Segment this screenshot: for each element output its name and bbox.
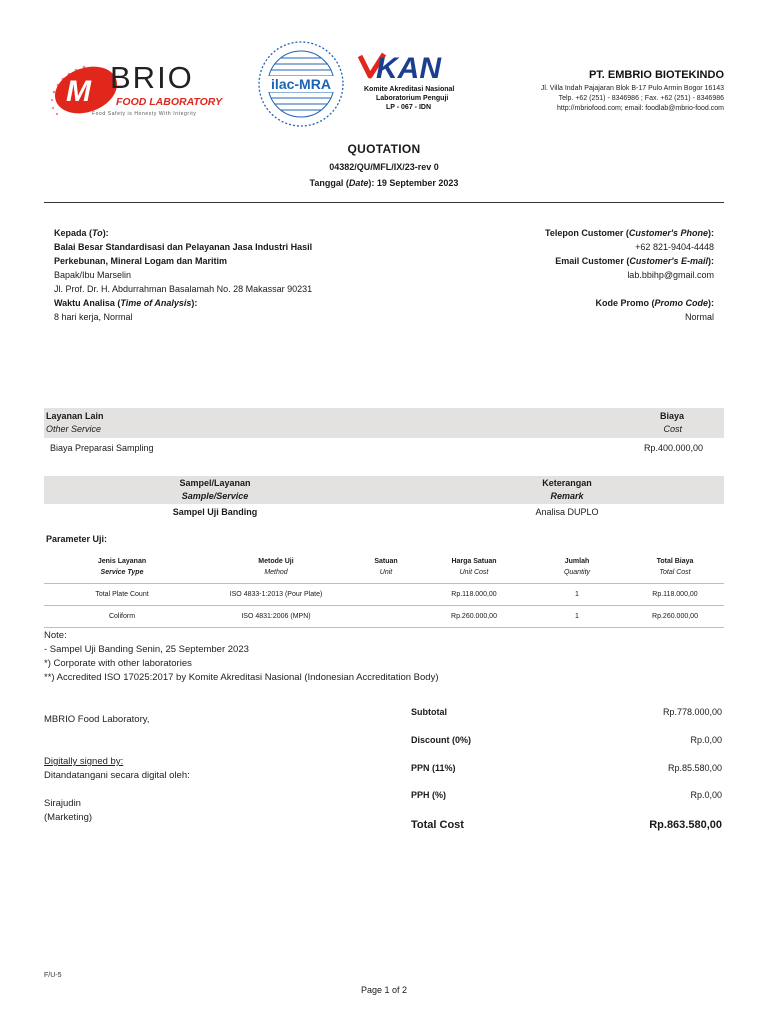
sample-header-sub: Sample/Service	[181, 491, 249, 501]
col-header: Satuan	[374, 558, 398, 565]
analysis-time-value: 8 hari kerja, Normal	[54, 312, 133, 322]
qty-cell: 1	[528, 606, 626, 628]
remark-header: Keterangan	[542, 478, 592, 488]
company-phone: Telp. +62 (251) - 8346986 ; Fax. +62 (251) - 8346986	[558, 95, 724, 102]
brio-wordmark: BRIO	[110, 60, 194, 95]
signed-by-label-id: Ditandatangani secara digital oleh:	[44, 770, 190, 781]
col-header: Total Biaya	[656, 558, 694, 565]
col-subheader: Unit	[352, 567, 420, 584]
quotation-title-block	[0, 142, 768, 188]
signed-by-label: Digitally signed by:	[44, 756, 124, 767]
customer-info-left	[54, 226, 394, 324]
company-address: Jl. Villa Indah Pajajaran Blok B-17 Pulo Armin Bogor 16143	[540, 85, 724, 92]
other-service-header-sub: Other Service	[46, 424, 102, 434]
company-web[interactable]: http://mbriofood.com; email: foodlab@mbrio-food.com	[556, 105, 724, 112]
to-label: Kepada (To):	[54, 228, 109, 238]
unit-cell	[352, 606, 420, 628]
discount-label: Discount (0%)	[411, 735, 472, 745]
method-cell: ISO 4831:2006 (MPN)	[200, 606, 352, 628]
subtotal-value: Rp.778.000,00	[662, 707, 722, 717]
ppn-value: Rp.85.580,00	[667, 763, 722, 773]
promo-label: Kode Promo (Promo Code):	[595, 298, 714, 308]
customer-org-line2: Perkebunan, Mineral Logam dan Maritim	[54, 256, 228, 266]
ilac-mra-logo	[257, 40, 345, 128]
svg-text:M: M	[66, 75, 91, 108]
unit-cost-cell: Rp.118.000,00	[420, 584, 528, 606]
table-row	[44, 584, 724, 606]
company-info	[464, 69, 724, 114]
total-cell: Rp.118.000,00	[626, 584, 724, 606]
signature-company: MBRIO Food Laboratory,	[44, 714, 150, 725]
page-title: QUOTATION	[347, 142, 421, 156]
service-cell: Coliform	[44, 606, 200, 628]
svg-text:Food Safety is Honesty With In: Food Safety is Honesty With Integrity	[92, 111, 197, 117]
svg-text:FOOD LABORATORY: FOOD LABORATORY	[116, 96, 223, 108]
table-row	[44, 606, 724, 628]
method-cell: ISO 4833-1:2013 (Pour Plate)	[200, 584, 352, 606]
subtotal-label: Subtotal	[411, 707, 447, 717]
header-divider	[44, 202, 724, 203]
col-header: Metode Uji	[258, 558, 294, 565]
other-service-header: Layanan Lain	[46, 411, 104, 421]
ppn-label: PPN (11%)	[411, 763, 456, 773]
sample-header: Sampel/Layanan	[179, 478, 251, 488]
total-cell: Rp.260.000,00	[626, 606, 724, 628]
customer-address: Jl. Prof. Dr. H. Abdurrahman Basalamah No. 28 Makassar 90231	[54, 284, 313, 294]
parameters-table	[44, 556, 724, 628]
pph-label: PPH (%)	[411, 790, 447, 800]
email-value[interactable]: lab.bbihp@gmail.com	[627, 270, 714, 280]
promo-value: Normal	[684, 312, 714, 322]
other-service-item: Biaya Preparasi Sampling	[50, 443, 154, 453]
sample-remark: Analisa DUPLO	[535, 507, 599, 517]
total-cost-label: Total Cost	[411, 819, 464, 831]
company-name: PT. EMBRIO BIOTEKINDO	[588, 69, 724, 81]
notes-title: Note:	[44, 630, 67, 641]
customer-org-line1: Balai Besar Standardisasi dan Pelayanan Jasa Industri Hasil	[54, 242, 313, 252]
col-header: Jumlah	[564, 558, 590, 565]
note-line: **) Accredited ISO 17025:2017 by Komite Akreditasi Nasional (Indonesian Accreditation Body)	[44, 672, 439, 683]
signer-role: (Marketing)	[44, 812, 93, 823]
note-line: *) Corporate with other laboratories	[44, 658, 192, 669]
cost-header: Biaya	[659, 411, 684, 421]
svg-text:KAN: KAN	[376, 52, 441, 85]
total-cost-value: Rp.863.580,00	[649, 819, 722, 831]
mbrio-logo	[44, 52, 249, 122]
svg-text:LP - 067 - IDN: LP - 067 - IDN	[386, 104, 431, 111]
customer-info-right	[414, 226, 714, 324]
quotation-date: Tanggal (Date): 19 September 2023	[309, 178, 459, 188]
note-line: - Sampel Uji Banding Senin, 25 September 2023	[44, 644, 249, 655]
svg-text:ilac-MRA: ilac-MRA	[271, 76, 331, 92]
col-header: Harga Satuan	[451, 558, 497, 565]
parameters-label: Parameter Uji:	[46, 534, 108, 544]
phone-label: Telepon Customer (Customer's Phone):	[545, 228, 714, 238]
col-subheader: Total Cost	[626, 567, 724, 584]
col-subheader: Quantity	[528, 567, 626, 584]
quotation-number: 04382/QU/MFL/IX/23-rev 0	[329, 162, 439, 172]
qty-cell: 1	[528, 584, 626, 606]
kan-logo	[356, 50, 472, 120]
email-label: Email Customer (Customer's E-mail):	[555, 256, 714, 266]
sample-name: Sampel Uji Banding	[172, 507, 258, 517]
notes-section	[44, 629, 438, 685]
page-number: Page 1 of 2	[360, 985, 408, 995]
other-service-header-bar	[44, 408, 724, 438]
unit-cost-cell: Rp.260.000,00	[420, 606, 528, 628]
analysis-time-label: Waktu Analisa (Time of Analysis):	[54, 298, 198, 308]
pph-value: Rp.0,00	[690, 790, 722, 800]
cost-header-sub: Cost	[663, 424, 682, 434]
signer-name: Sirajudin	[44, 798, 81, 809]
col-subheader: Method	[200, 567, 352, 584]
customer-contact: Bapak/Ibu Marselin	[54, 270, 132, 280]
col-subheader: Service Type	[44, 567, 200, 584]
service-cell: Total Plate Count	[44, 584, 200, 606]
phone-value: +62 821-9404-4448	[635, 242, 714, 252]
discount-value: Rp.0,00	[690, 735, 722, 745]
svg-text:Laboratorium Penguji: Laboratorium Penguji	[376, 95, 449, 102]
col-subheader: Unit Cost	[420, 567, 528, 584]
remark-header-sub: Remark	[550, 491, 584, 501]
svg-text:Komite Akreditasi Nasional: Komite Akreditasi Nasional	[364, 86, 455, 93]
form-code: F/U-5	[44, 972, 62, 979]
other-service-cost: Rp.400.000,00	[643, 443, 703, 453]
unit-cell	[352, 584, 420, 606]
col-header: Jenis Layanan	[97, 558, 147, 565]
